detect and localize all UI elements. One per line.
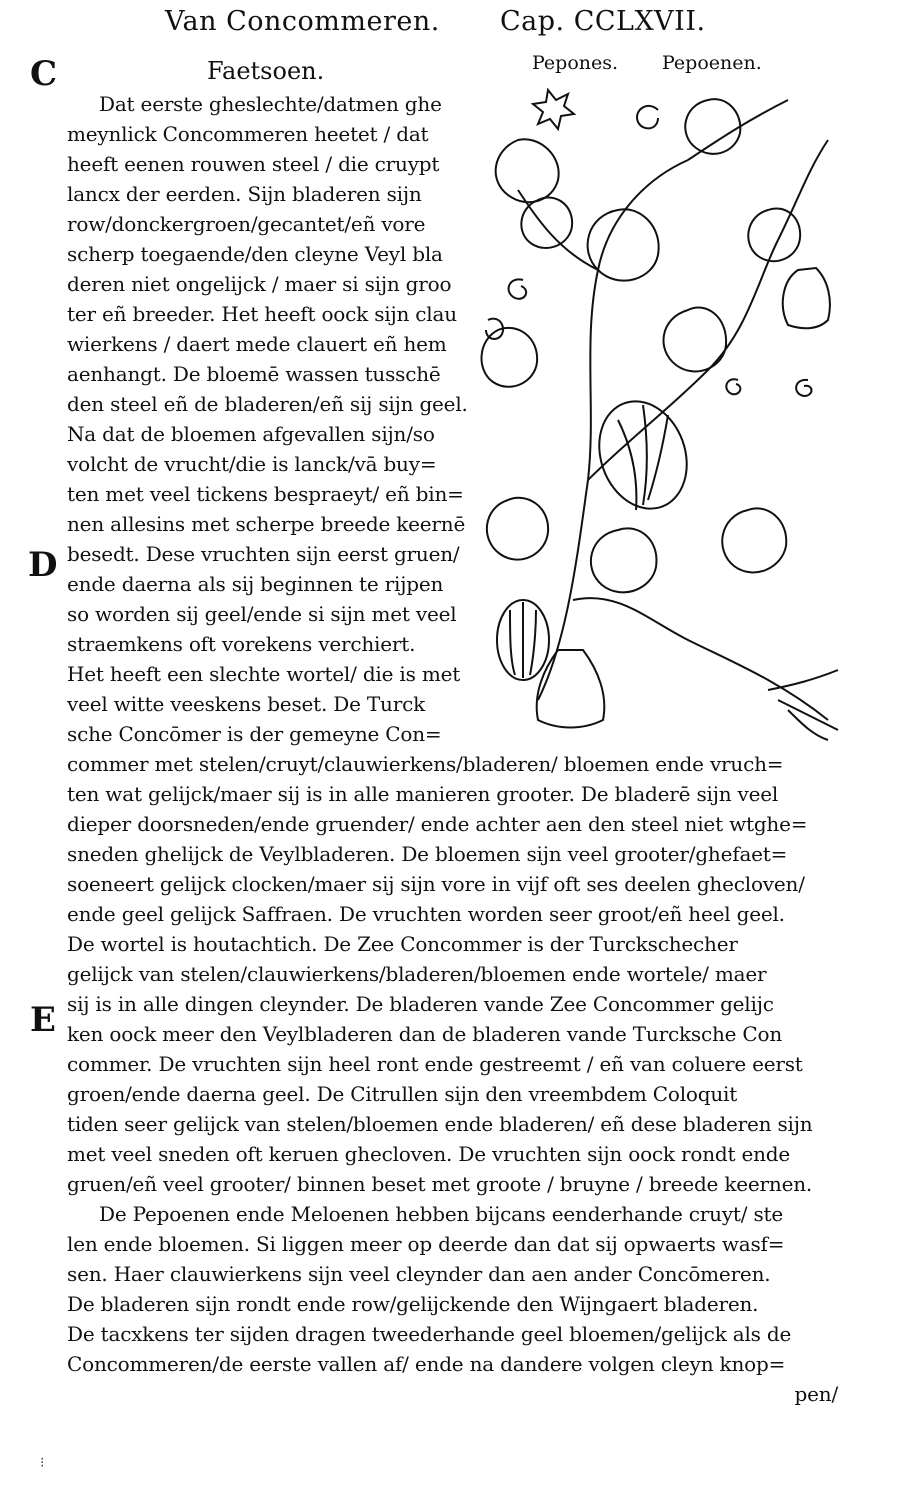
section-mark-e: E — [30, 1000, 56, 1040]
text-line: heeft eenen rouwen steel / die cruypt — [67, 152, 440, 176]
text-line-catchword: pen/ — [794, 1382, 838, 1406]
text-line: lancx der eerden. Sijn bladeren sijn — [67, 182, 422, 206]
text-line: tiden seer gelijck van stelen/bloemen ende bladeren/ eñ dese bladeren sijn — [67, 1112, 813, 1136]
text-line: meynlick Concommeren heetet / dat — [67, 122, 429, 146]
text-line: soeneert gelijck clocken/maer sij sijn vore in vijf oft ses deelen ghecloven/ — [67, 872, 805, 896]
text-line: den steel eñ de bladeren/eñ sij sijn geel. — [67, 392, 468, 416]
text-line: De wortel is houtachtich. De Zee Concommer is der Turckschecher — [67, 932, 738, 956]
text-line: deren niet ongelijck / maer si sijn groo — [67, 272, 452, 296]
figure-caption-dutch: Pepoenen. — [662, 52, 762, 74]
text-line: row/donckergroen/gecantet/eñ vore — [67, 212, 426, 236]
text-line: groen/ende daerna geel. De Citrullen sijn den vreembdem Coloquit — [67, 1082, 738, 1106]
text-line: Concommeren/de eerste vallen af/ ende na dandere volgen cleyn knop= — [67, 1352, 786, 1376]
text-line: besedt. Dese vruchten sijn eerst gruen/ — [67, 542, 460, 566]
text-line: ende geel gelijck Saffraen. De vruchten worden seer groot/eñ heel geel. — [67, 902, 785, 926]
text-line: nen allesins met scherpe breede keernē — [67, 512, 466, 536]
text-line: De bladeren sijn rondt ende row/gelijckende den Wijngaert bladeren. — [67, 1292, 759, 1316]
text-line: sche Concōmer is der gemeyne Con= — [67, 722, 442, 746]
text-line: gruen/eñ veel grooter/ binnen beset met groote / bruyne / breede keernen. — [67, 1172, 813, 1196]
text-line: straemkens oft vorekens verchiert. — [67, 632, 416, 656]
text-line: len ende bloemen. Si liggen meer op deerde dan dat sij opwaerts wasf= — [67, 1232, 785, 1256]
text-line: veel witte veeskens beset. De Turck — [67, 692, 426, 716]
text-line: gelijck van stelen/clauwierkens/bladeren/bloemen ende wortele/ maer — [67, 962, 767, 986]
section-mark-c: C — [30, 54, 58, 94]
text-line: commer. De vruchten sijn heel ront ende gestreemt / eñ van coluere eerst — [67, 1052, 803, 1076]
section-mark-d: D — [28, 545, 58, 585]
running-title: Van Concommeren. — [165, 6, 440, 37]
text-line: met veel sneden oft keruen ghecloven. De vruchten sijn oock rondt ende — [67, 1142, 791, 1166]
text-line: ter eñ breeder. Het heeft oock sijn clau — [67, 302, 457, 326]
text-line: ten met veel tickens bespraeyt/ eñ bin= — [67, 482, 464, 506]
text-line: so worden sij geel/ende si sijn met veel — [67, 602, 457, 626]
chapter-number: Cap. CCLXVII. — [500, 6, 706, 37]
text-line: wierkens / daert mede clauert eñ hem — [67, 332, 447, 356]
text-line: ten wat gelijck/maer sij is in alle manieren grooter. De bladerē sijn veel — [67, 782, 779, 806]
margin-specks-decoration: ⁝ — [40, 1455, 45, 1471]
text-line: aenhangt. De bloemē wassen tusschē — [67, 362, 441, 386]
text-line: sij is in alle dingen cleynder. De bladeren vande Zee Concommer gelijc — [67, 992, 774, 1016]
text-line: dieper doorsneden/ende gruender/ ende achter aen den steel niet wtghe= — [67, 812, 808, 836]
text-line: De tacxkens ter sijden dragen tweederhande geel bloemen/gelijck als de — [67, 1322, 792, 1346]
text-line: scherp toegaende/den cleyne Veyl bla — [67, 242, 443, 266]
subheading: Faetsoen. — [207, 57, 325, 85]
text-line: commer met stelen/cruyt/clauwierkens/bladeren/ bloemen ende vruch= — [67, 752, 784, 776]
pepo-plant-woodcut-icon — [478, 80, 853, 745]
text-line: De Pepoenen ende Meloenen hebben bijcans eenderhande cruyt/ ste — [99, 1202, 783, 1226]
figure-caption-latin: Pepones. — [532, 52, 619, 74]
text-line: Na dat de bloemen afgevallen sijn/so — [67, 422, 435, 446]
text-line: ende daerna als sij beginnen te rijpen — [67, 572, 444, 596]
text-line: Dat eerste gheslechte/datmen ghe — [99, 92, 442, 116]
text-line: volcht de vrucht/die is lanck/vā buy= — [67, 452, 437, 476]
text-line: sneden ghelijck de Veylbladeren. De bloemen sijn veel grooter/ghefaet= — [67, 842, 788, 866]
text-line: Het heeft een slechte wortel/ die is met — [67, 662, 461, 686]
text-line: sen. Haer clauwierkens sijn veel cleynder dan aen ander Concōmeren. — [67, 1262, 771, 1286]
text-line: ken oock meer den Veylbladeren dan de bladeren vande Turcksche Con — [67, 1022, 783, 1046]
